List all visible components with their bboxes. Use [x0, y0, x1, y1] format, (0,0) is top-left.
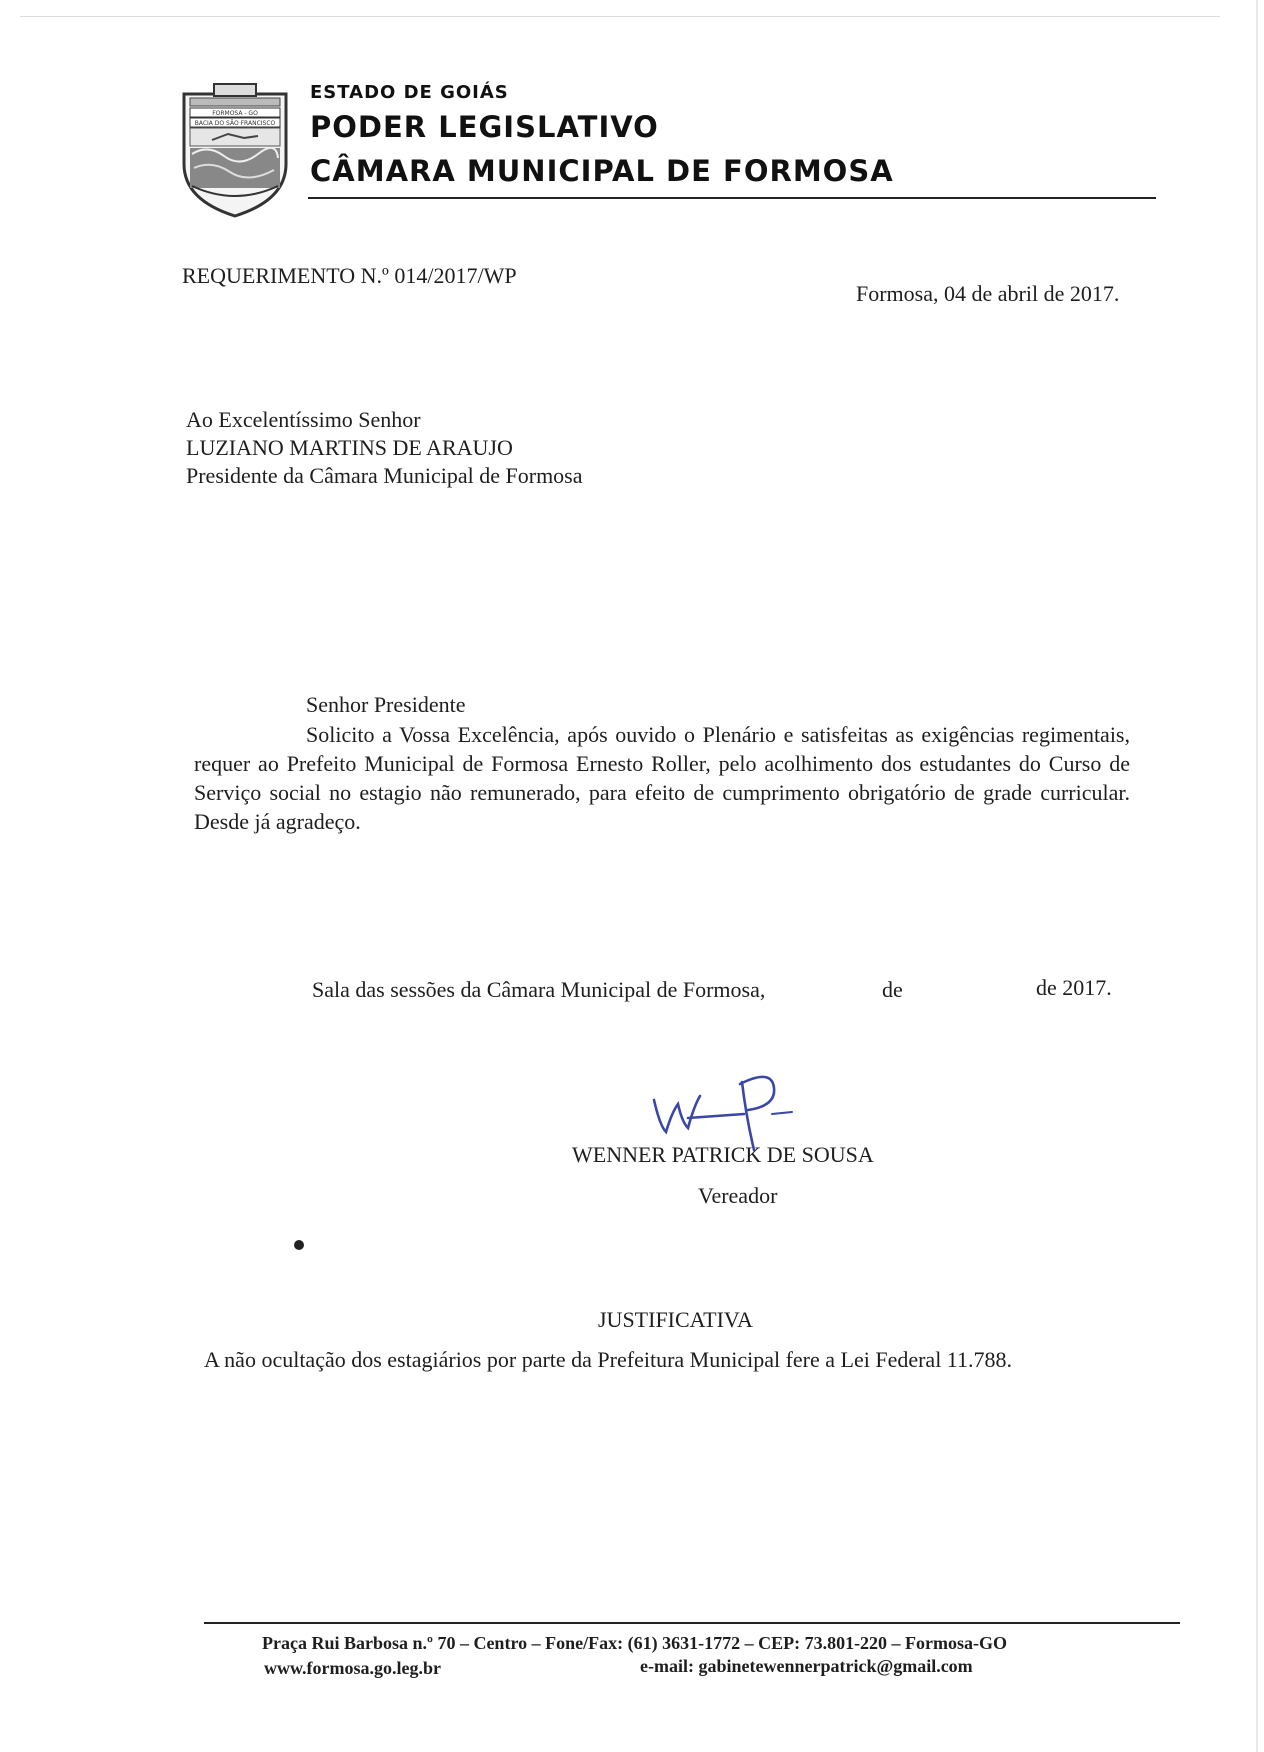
greeting: Senhor Presidente — [306, 692, 466, 717]
svg-text:FORMOSA - GO: FORMOSA - GO — [212, 110, 258, 117]
request-number: REQUERIMENTO N.º 014/2017/WP — [182, 263, 517, 288]
footer-website: www.formosa.go.leg.br — [264, 1658, 441, 1678]
state-heading: ESTADO DE GOIÁS — [310, 82, 509, 103]
scan-top-line — [20, 16, 1220, 17]
addressee-salutation: Ao Excelentíssimo Senhor — [186, 407, 421, 432]
addressee-name: LUZIANO MARTINS DE ARAUJO — [186, 435, 513, 460]
document-date: Formosa, 04 de abril de 2017. — [856, 281, 1120, 306]
header-divider — [308, 197, 1156, 199]
municipal-crest-icon — [178, 82, 292, 220]
justification-text: A não ocultação dos estagiários por parte da Prefeitura Municipal fere a Lei Federal 11.788. — [204, 1347, 1012, 1372]
session-year: de 2017. — [1036, 975, 1112, 1000]
chamber-heading: CÂMARA MUNICIPAL DE FORMOSA — [310, 154, 894, 188]
scan-edge-shadow — [1256, 0, 1258, 1752]
session-day-de: de — [882, 977, 903, 1002]
signer-role: Vereador — [698, 1183, 778, 1208]
justification-title: JUSTIFICATIVA — [598, 1307, 753, 1332]
footer-divider — [204, 1622, 1180, 1624]
footer-email: e-mail: gabinetewennerpatrick@gmail.com — [640, 1656, 973, 1676]
signer-name: WENNER PATRICK DE SOUSA — [572, 1142, 874, 1167]
footer-address: Praça Rui Barbosa n.º 70 – Centro – Fone/Fax: (61) 3631-1772 – CEP: 73.801-220 – Formosa-GO — [262, 1633, 1008, 1653]
ink-dot — [294, 1240, 304, 1250]
session-place: Sala das sessões da Câmara Municipal de Formosa, — [312, 977, 766, 1002]
power-heading: PODER LEGISLATIVO — [310, 110, 659, 144]
request-paragraph: Solicito a Vossa Excelência, após ouvido o Plenário e satisfeitas as exigências regimentais, requer ao Prefeito Municipal de Formosa Ernesto Roller, pelo acolhimento dos estudantes do Curso de Serviço social no estagio não remunerado, para efeito de cumprimento obrigatório de grade curricular. Desde já agradeço. — [194, 722, 1130, 834]
addressee-title: Presidente da Câmara Municipal de Formosa — [186, 463, 583, 488]
svg-text:BACIA DO SÃO FRANCISCO: BACIA DO SÃO FRANCISCO — [194, 120, 276, 127]
